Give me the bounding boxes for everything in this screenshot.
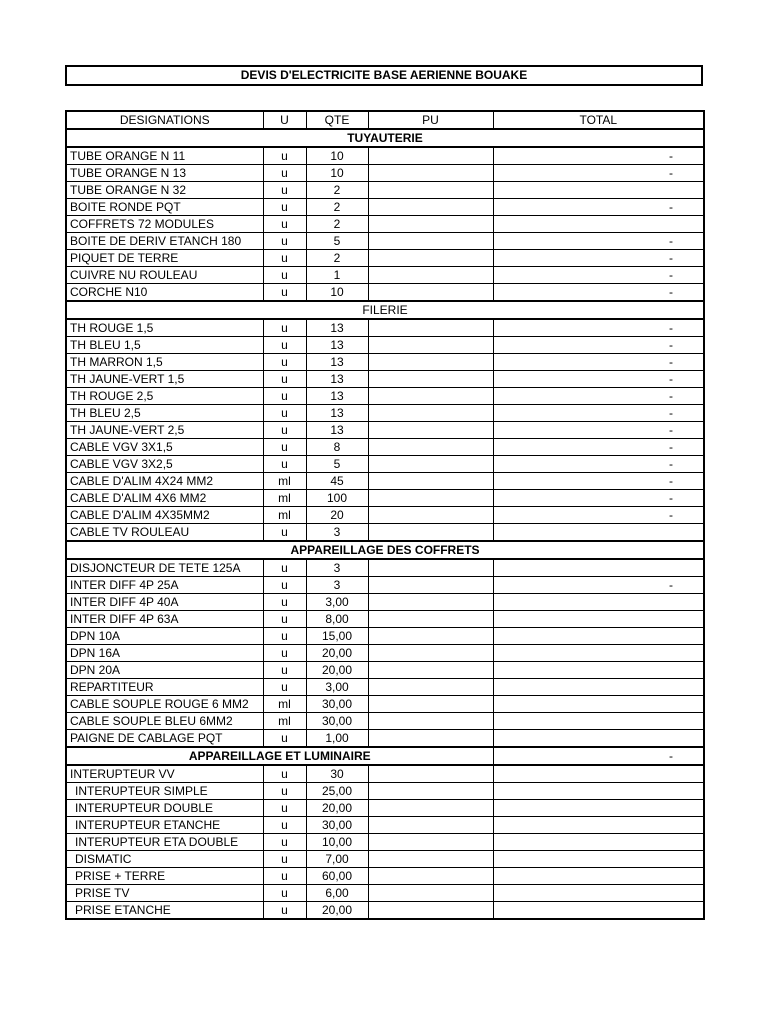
cell-unit: u: [263, 868, 306, 885]
cell-unit: u: [263, 577, 306, 594]
cell-unit: u: [263, 165, 306, 182]
cell-pu: [368, 507, 493, 524]
table-row: [66, 730, 704, 748]
table-row: [66, 422, 704, 439]
table-row: [66, 800, 704, 817]
cell-total: [493, 182, 704, 199]
cell-total: [493, 594, 704, 611]
cell-qty: 5: [306, 233, 368, 250]
table-row: [66, 267, 704, 284]
cell-total: [493, 216, 704, 233]
cell-unit: u: [263, 319, 306, 337]
cell-qty: 5: [306, 456, 368, 473]
section-header-row: [66, 541, 704, 559]
cell-qty: 13: [306, 319, 368, 337]
cell-pu: [368, 524, 493, 542]
cell-total: [493, 696, 704, 713]
cell-unit: u: [263, 834, 306, 851]
cell-designation: DPN 16A: [66, 645, 263, 662]
cell-unit: u: [263, 147, 306, 165]
cell-qty: 30: [306, 765, 368, 783]
cell-designation: TUBE ORANGE N 32: [66, 182, 263, 199]
cell-unit: ml: [263, 696, 306, 713]
cell-designation: TH JAUNE-VERT 2,5: [66, 422, 263, 439]
cell-designation: TH JAUNE-VERT 1,5: [66, 371, 263, 388]
cell-pu: [368, 577, 493, 594]
cell-total: [493, 868, 704, 885]
cell-designation: INTERUPTEUR ETANCHE: [66, 817, 263, 834]
cell-designation: INTER DIFF 4P 63A: [66, 611, 263, 628]
cell-pu: [368, 216, 493, 233]
table-row: [66, 439, 704, 456]
cell-pu: [368, 902, 493, 920]
cell-qty: 2: [306, 182, 368, 199]
cell-pu: [368, 354, 493, 371]
table-row: [66, 388, 704, 405]
cell-designation: DISJONCTEUR DE TETE 125A: [66, 559, 263, 577]
table-row: [66, 284, 704, 302]
cell-unit: u: [263, 456, 306, 473]
cell-qty: 1,00: [306, 730, 368, 748]
cell-total: [493, 783, 704, 800]
cell-pu: [368, 319, 493, 337]
cell-total: [493, 628, 704, 645]
table-row: [66, 885, 704, 902]
table-row: [66, 199, 704, 216]
section-title: APPAREILLAGE ET LUMINAIRE: [66, 747, 493, 765]
cell-designation: TH ROUGE 2,5: [66, 388, 263, 405]
cell-total: -: [493, 267, 704, 284]
cell-pu: [368, 284, 493, 302]
cell-designation: BOITE DE DERIV ETANCH 180: [66, 233, 263, 250]
cell-designation: PRISE TV: [66, 885, 263, 902]
cell-qty: 20: [306, 507, 368, 524]
cell-total: -: [493, 147, 704, 165]
table-row: [66, 783, 704, 800]
table-row: [66, 473, 704, 490]
cell-unit: u: [263, 422, 306, 439]
cell-pu: [368, 267, 493, 284]
cell-pu: [368, 696, 493, 713]
cell-pu: [368, 885, 493, 902]
cell-qty: 100: [306, 490, 368, 507]
cell-total: [493, 851, 704, 868]
cell-pu: [368, 422, 493, 439]
cell-qty: 8,00: [306, 611, 368, 628]
cell-pu: [368, 868, 493, 885]
cell-qty: 10: [306, 147, 368, 165]
cell-pu: [368, 765, 493, 783]
table-row: [66, 405, 704, 422]
cell-unit: u: [263, 594, 306, 611]
table-row: [66, 490, 704, 507]
cell-designation: DPN 20A: [66, 662, 263, 679]
cell-qty: 30,00: [306, 713, 368, 730]
table-row: [66, 834, 704, 851]
cell-total: -: [493, 422, 704, 439]
cell-designation: INTERUPTEUR DOUBLE: [66, 800, 263, 817]
cell-qty: 10: [306, 284, 368, 302]
cell-total: -: [493, 439, 704, 456]
cell-designation: CABLE VGV 3X1,5: [66, 439, 263, 456]
table-row: [66, 902, 704, 920]
header-pu: PU: [368, 111, 493, 129]
table-row: [66, 679, 704, 696]
cell-unit: u: [263, 250, 306, 267]
cell-total: [493, 662, 704, 679]
table-row: [66, 233, 704, 250]
cell-total: -: [493, 337, 704, 354]
cell-qty: 3,00: [306, 679, 368, 696]
cell-qty: 3: [306, 559, 368, 577]
header-qty: QTE: [306, 111, 368, 129]
cell-qty: 10: [306, 165, 368, 182]
cell-designation: COFFRETS 72 MODULES: [66, 216, 263, 233]
table-row: [66, 147, 704, 165]
cell-unit: u: [263, 182, 306, 199]
cell-qty: 13: [306, 371, 368, 388]
cell-unit: u: [263, 216, 306, 233]
cell-pu: [368, 834, 493, 851]
cell-total: [493, 800, 704, 817]
table-row: [66, 662, 704, 679]
cell-qty: 25,00: [306, 783, 368, 800]
cell-unit: ml: [263, 713, 306, 730]
cell-pu: [368, 713, 493, 730]
cell-qty: 13: [306, 422, 368, 439]
cell-designation: CABLE SOUPLE BLEU 6MM2: [66, 713, 263, 730]
cell-pu: [368, 473, 493, 490]
cell-total: -: [493, 233, 704, 250]
table-row: [66, 765, 704, 783]
table-row: [66, 696, 704, 713]
table-header-row: [66, 111, 704, 129]
cell-designation: PRISE ETANCHE: [66, 902, 263, 920]
cell-pu: [368, 405, 493, 422]
cell-total: [493, 645, 704, 662]
table-row: [66, 507, 704, 524]
cell-total: -: [493, 456, 704, 473]
table-row: [66, 559, 704, 577]
cell-unit: u: [263, 524, 306, 542]
cell-pu: [368, 490, 493, 507]
cell-qty: 45: [306, 473, 368, 490]
cell-unit: u: [263, 783, 306, 800]
cell-total: -: [493, 199, 704, 216]
cell-total: -: [493, 490, 704, 507]
cell-pu: [368, 165, 493, 182]
cell-unit: u: [263, 817, 306, 834]
cell-designation: CABLE SOUPLE ROUGE 6 MM2: [66, 696, 263, 713]
cell-pu: [368, 233, 493, 250]
cell-qty: 20,00: [306, 662, 368, 679]
cell-unit: u: [263, 662, 306, 679]
table-row: [66, 713, 704, 730]
cell-pu: [368, 388, 493, 405]
cell-designation: CABLE D'ALIM 4X35MM2: [66, 507, 263, 524]
cell-pu: [368, 628, 493, 645]
header-unit: U: [263, 111, 306, 129]
cell-designation: CABLE TV ROULEAU: [66, 524, 263, 542]
cell-total: -: [493, 165, 704, 182]
cell-total: -: [493, 507, 704, 524]
table-row: [66, 577, 704, 594]
table-row: [66, 371, 704, 388]
cell-unit: u: [263, 800, 306, 817]
cell-total: -: [493, 388, 704, 405]
cell-designation: TH BLEU 2,5: [66, 405, 263, 422]
cell-unit: u: [263, 337, 306, 354]
cell-unit: u: [263, 851, 306, 868]
cell-total: [493, 902, 704, 920]
cell-designation: CORCHE N10: [66, 284, 263, 302]
cell-designation: INTERUPTEUR VV: [66, 765, 263, 783]
cell-qty: 13: [306, 354, 368, 371]
cell-qty: 10,00: [306, 834, 368, 851]
cell-unit: u: [263, 388, 306, 405]
quote-table: [65, 110, 705, 920]
cell-qty: 20,00: [306, 645, 368, 662]
section-header-row: [66, 301, 704, 319]
table-row: [66, 817, 704, 834]
cell-total: -: [493, 284, 704, 302]
table-row: [66, 337, 704, 354]
cell-unit: u: [263, 371, 306, 388]
cell-pu: [368, 679, 493, 696]
cell-qty: 3: [306, 577, 368, 594]
cell-total: -: [493, 250, 704, 267]
cell-designation: PIQUET DE TERRE: [66, 250, 263, 267]
cell-unit: u: [263, 233, 306, 250]
cell-total: [493, 765, 704, 783]
cell-pu: [368, 199, 493, 216]
cell-total: -: [493, 405, 704, 422]
table-row: [66, 216, 704, 233]
cell-total: -: [493, 473, 704, 490]
section-total: -: [493, 747, 704, 765]
section-title: FILERIE: [66, 301, 704, 319]
cell-qty: 3,00: [306, 594, 368, 611]
table-row: [66, 611, 704, 628]
table-row: [66, 628, 704, 645]
cell-designation: CABLE D'ALIM 4X24 MM2: [66, 473, 263, 490]
cell-designation: TUBE ORANGE N 13: [66, 165, 263, 182]
cell-pu: [368, 371, 493, 388]
header-designations: DESIGNATIONS: [66, 111, 263, 129]
cell-qty: 1: [306, 267, 368, 284]
cell-pu: [368, 337, 493, 354]
cell-qty: 20,00: [306, 800, 368, 817]
table-row: [66, 165, 704, 182]
cell-total: -: [493, 577, 704, 594]
cell-qty: 8: [306, 439, 368, 456]
cell-qty: 2: [306, 250, 368, 267]
table-body: [66, 129, 704, 919]
cell-total: [493, 730, 704, 748]
table-row: [66, 851, 704, 868]
cell-qty: 6,00: [306, 885, 368, 902]
cell-pu: [368, 783, 493, 800]
cell-unit: u: [263, 765, 306, 783]
cell-unit: u: [263, 902, 306, 920]
cell-total: -: [493, 319, 704, 337]
cell-pu: [368, 730, 493, 748]
cell-total: [493, 559, 704, 577]
cell-pu: [368, 439, 493, 456]
cell-qty: 2: [306, 216, 368, 233]
cell-pu: [368, 147, 493, 165]
cell-pu: [368, 817, 493, 834]
cell-unit: u: [263, 405, 306, 422]
cell-pu: [368, 800, 493, 817]
table-row: [66, 594, 704, 611]
cell-designation: INTERUPTEUR ETA DOUBLE: [66, 834, 263, 851]
section-title: TUYAUTERIE: [66, 129, 704, 147]
section-title: APPAREILLAGE DES COFFRETS: [66, 541, 704, 559]
cell-total: [493, 885, 704, 902]
cell-qty: 20,00: [306, 902, 368, 920]
table-row: [66, 456, 704, 473]
cell-unit: u: [263, 885, 306, 902]
cell-unit: u: [263, 354, 306, 371]
cell-pu: [368, 594, 493, 611]
cell-total: [493, 834, 704, 851]
cell-designation: CUIVRE NU ROULEAU: [66, 267, 263, 284]
cell-designation: BOITE RONDE PQT: [66, 199, 263, 216]
cell-unit: u: [263, 679, 306, 696]
cell-qty: 2: [306, 199, 368, 216]
section-header-row: [66, 129, 704, 147]
cell-qty: 7,00: [306, 851, 368, 868]
table-row: [66, 868, 704, 885]
cell-qty: 13: [306, 405, 368, 422]
cell-total: [493, 524, 704, 542]
cell-designation: INTER DIFF 4P 25A: [66, 577, 263, 594]
table-row: [66, 319, 704, 337]
cell-unit: ml: [263, 490, 306, 507]
cell-pu: [368, 250, 493, 267]
cell-unit: u: [263, 628, 306, 645]
cell-unit: u: [263, 267, 306, 284]
cell-pu: [368, 662, 493, 679]
header-total: TOTAL: [493, 111, 704, 129]
section-header-row: [66, 747, 704, 765]
cell-total: -: [493, 354, 704, 371]
cell-designation: TH MARRON 1,5: [66, 354, 263, 371]
table-row: [66, 182, 704, 199]
cell-total: [493, 611, 704, 628]
cell-pu: [368, 182, 493, 199]
cell-unit: u: [263, 730, 306, 748]
document-title: DEVIS D'ELECTRICITE BASE AERIENNE BOUAKE: [65, 65, 703, 86]
cell-unit: u: [263, 611, 306, 628]
cell-unit: u: [263, 284, 306, 302]
cell-unit: u: [263, 439, 306, 456]
cell-designation: CABLE D'ALIM 4X6 MM2: [66, 490, 263, 507]
cell-designation: PAIGNE DE CABLAGE PQT: [66, 730, 263, 748]
cell-unit: u: [263, 645, 306, 662]
cell-unit: u: [263, 559, 306, 577]
cell-total: [493, 713, 704, 730]
cell-designation: DISMATIC: [66, 851, 263, 868]
cell-designation: DPN 10A: [66, 628, 263, 645]
table-row: [66, 645, 704, 662]
cell-pu: [368, 645, 493, 662]
cell-qty: 13: [306, 337, 368, 354]
cell-designation: TUBE ORANGE N 11: [66, 147, 263, 165]
cell-qty: 3: [306, 524, 368, 542]
cell-designation: CABLE VGV 3X2,5: [66, 456, 263, 473]
cell-designation: INTER DIFF 4P 40A: [66, 594, 263, 611]
cell-pu: [368, 559, 493, 577]
cell-unit: ml: [263, 473, 306, 490]
cell-designation: REPARTITEUR: [66, 679, 263, 696]
cell-total: [493, 679, 704, 696]
cell-unit: ml: [263, 507, 306, 524]
cell-qty: 30,00: [306, 817, 368, 834]
cell-pu: [368, 851, 493, 868]
table-row: [66, 354, 704, 371]
cell-total: [493, 817, 704, 834]
cell-qty: 13: [306, 388, 368, 405]
cell-designation: INTERUPTEUR SIMPLE: [66, 783, 263, 800]
table-row: [66, 524, 704, 542]
cell-pu: [368, 611, 493, 628]
cell-pu: [368, 456, 493, 473]
cell-designation: PRISE + TERRE: [66, 868, 263, 885]
cell-total: -: [493, 371, 704, 388]
table-row: [66, 250, 704, 267]
cell-qty: 60,00: [306, 868, 368, 885]
cell-unit: u: [263, 199, 306, 216]
cell-qty: 30,00: [306, 696, 368, 713]
cell-qty: 15,00: [306, 628, 368, 645]
cell-designation: TH ROUGE 1,5: [66, 319, 263, 337]
cell-designation: TH BLEU 1,5: [66, 337, 263, 354]
